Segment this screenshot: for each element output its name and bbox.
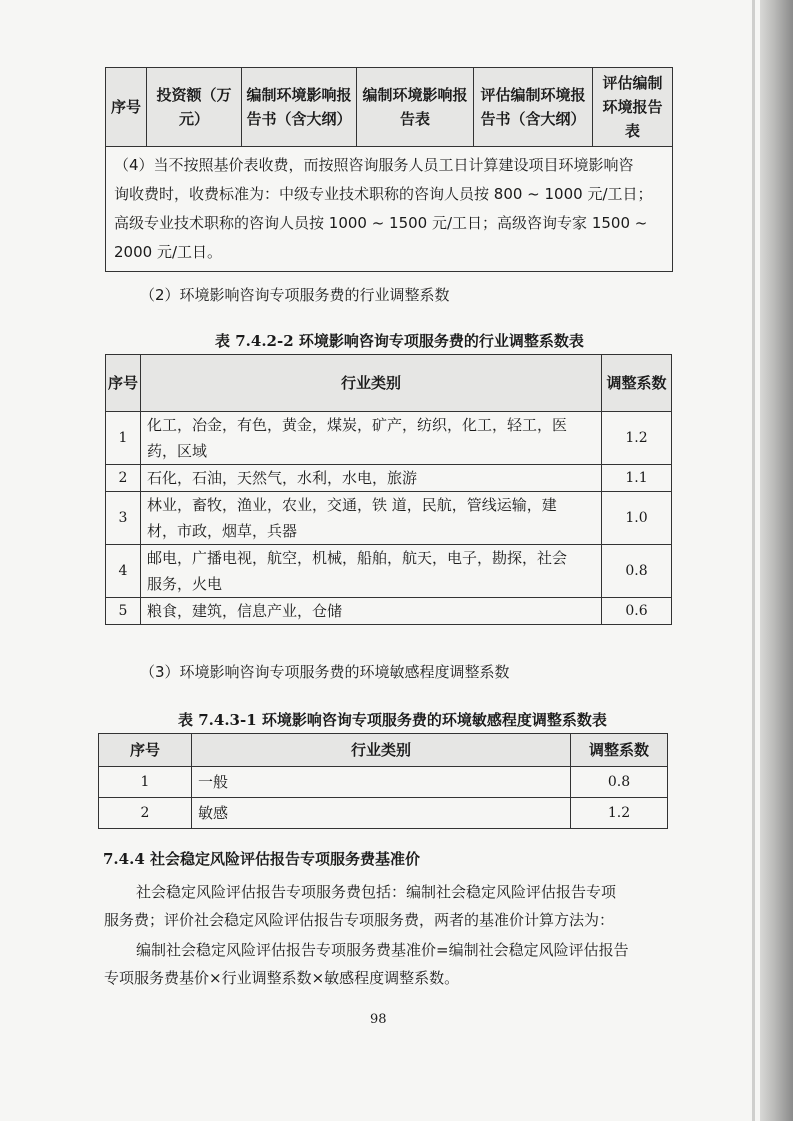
fee-note bbox=[106, 147, 673, 272]
fee-header-report-book: 编制环境影响报告书（含大纲） bbox=[242, 68, 357, 147]
section-number: 7.4.4 bbox=[103, 850, 145, 868]
fee-header-eval-book: 评估编制环境报告书（含大纲） bbox=[474, 68, 593, 147]
fee-note-line: （4）当不按照基价表收费，而按照咨询服务人员工日计算建设项目环境影响咨 bbox=[114, 156, 634, 174]
category-line: 林业，畜牧，渔业，农业，交通，铁 道，民航，管线运输，建 bbox=[147, 496, 557, 514]
fee-note-line: 询收费时，收费标准为：中级专业技术职称的咨询人员按 800 ~ 1000 元/工日； bbox=[114, 185, 653, 203]
caption-text: 环境影响咨询专项服务费的环境敏感程度调整系数表 bbox=[261, 711, 607, 729]
env-sensitivity-table bbox=[98, 733, 668, 829]
row-category bbox=[141, 545, 602, 598]
caption-text: 环境影响咨询专项服务费的行业调整系数表 bbox=[298, 332, 584, 350]
section-heading bbox=[103, 848, 420, 869]
env-header-row bbox=[99, 734, 668, 767]
row-category bbox=[141, 465, 602, 492]
row-number: 2 bbox=[99, 798, 192, 829]
industry-coefficient-table bbox=[105, 354, 672, 625]
row-number: 1 bbox=[99, 767, 192, 798]
fee-header-investment: 投资额（万元） bbox=[147, 68, 242, 147]
env-table-caption bbox=[178, 709, 607, 730]
page-number: 98 bbox=[370, 1012, 387, 1027]
body-line: 社会稳定风险评估报告专项服务费包括：编制社会稳定风险评估报告专项 bbox=[136, 883, 617, 901]
row-number: 4 bbox=[106, 545, 141, 598]
row-coefficient: 1.0 bbox=[602, 492, 672, 545]
fee-header-eval-form: 评估编制环境报告表 bbox=[593, 68, 673, 147]
env-subheading: （3）环境影响咨询专项服务费的环境敏感程度调整系数 bbox=[140, 663, 510, 681]
env-header-category: 行业类别 bbox=[192, 734, 571, 767]
table-row bbox=[106, 412, 672, 465]
table-row bbox=[99, 798, 668, 829]
row-number: 3 bbox=[106, 492, 141, 545]
body-line: 专项服务费基价×行业调整系数×敏感程度调整系数。 bbox=[104, 969, 460, 987]
row-category: 敏感 bbox=[192, 798, 571, 829]
row-coefficient: 1.2 bbox=[571, 798, 668, 829]
row-coefficient: 1.2 bbox=[602, 412, 672, 465]
table-row bbox=[99, 767, 668, 798]
env-header-no: 序号 bbox=[99, 734, 192, 767]
book-spine bbox=[760, 0, 793, 1121]
category-line: 邮电，广播电视，航空，机械，船舶，航天，电子，勘探，社会 bbox=[147, 549, 568, 567]
fee-header-report-form: 编制环境影响报告表 bbox=[357, 68, 474, 147]
fee-header-no: 序号 bbox=[106, 68, 147, 147]
category-line: 粮食，建筑，信息产业，仓储 bbox=[147, 602, 343, 620]
table-row bbox=[106, 465, 672, 492]
caption-number: 表 7.4.3-1 bbox=[178, 711, 257, 729]
fee-note-row bbox=[106, 147, 673, 272]
row-coefficient: 0.8 bbox=[602, 545, 672, 598]
industry-subheading: （2）环境影响咨询专项服务费的行业调整系数 bbox=[140, 286, 450, 304]
row-category bbox=[141, 598, 602, 625]
section-title: 社会稳定风险评估报告专项服务费基准价 bbox=[150, 850, 421, 868]
industry-header-no: 序号 bbox=[106, 355, 141, 412]
page-edge bbox=[752, 0, 755, 1121]
fee-table-header-row bbox=[106, 68, 673, 147]
category-line: 材，市政，烟草，兵器 bbox=[147, 522, 298, 540]
row-number: 2 bbox=[106, 465, 141, 492]
table-row bbox=[106, 492, 672, 545]
env-header-coef: 调整系数 bbox=[571, 734, 668, 767]
fee-note-line: 2000 元/工日。 bbox=[114, 243, 222, 261]
row-coefficient: 1.1 bbox=[602, 465, 672, 492]
category-line: 服务，火电 bbox=[147, 575, 223, 593]
category-line: 药，区域 bbox=[147, 442, 208, 460]
fee-table bbox=[105, 67, 673, 272]
category-line: 化工，冶金，有色，黄金，煤炭，矿产，纺织，化工，轻工，医 bbox=[147, 416, 568, 434]
industry-header-row bbox=[106, 355, 672, 412]
industry-header-coef: 调整系数 bbox=[602, 355, 672, 412]
industry-header-category: 行业类别 bbox=[141, 355, 602, 412]
row-category bbox=[141, 412, 602, 465]
row-coefficient: 0.8 bbox=[571, 767, 668, 798]
category-line: 石化，石油，天然气，水利，水电，旅游 bbox=[147, 469, 418, 487]
row-number: 5 bbox=[106, 598, 141, 625]
caption-number: 表 7.4.2-2 bbox=[215, 332, 294, 350]
industry-table-caption bbox=[215, 330, 584, 351]
table-row bbox=[106, 545, 672, 598]
table-row bbox=[106, 598, 672, 625]
row-coefficient: 0.6 bbox=[602, 598, 672, 625]
row-number: 1 bbox=[106, 412, 141, 465]
fee-note-line: 高级专业技术职称的咨询人员按 1000 ~ 1500 元/工日；高级咨询专家 1500 ~ bbox=[114, 214, 648, 232]
row-category bbox=[141, 492, 602, 545]
row-category: 一般 bbox=[192, 767, 571, 798]
body-line: 编制社会稳定风险评估报告专项服务费基准价=编制社会稳定风险评估报告 bbox=[136, 941, 629, 959]
body-line: 服务费；评价社会稳定风险评估报告专项服务费，两者的基准价计算方法为： bbox=[104, 911, 615, 929]
